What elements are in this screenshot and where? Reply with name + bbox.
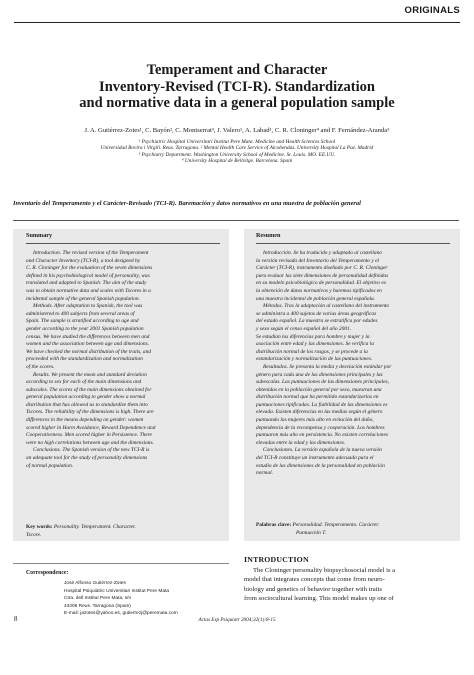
resumen-text [256, 250, 391, 478]
resumen-line: estudio de las dimensiones de la personalidad en población [256, 462, 385, 469]
summary-line: We have checked the normal distribution of the traits, and [26, 348, 151, 355]
resumen-line: elevadas entre la edad y las dimensiones. [256, 439, 346, 446]
summary-line: general population according to gender show a normal [26, 394, 146, 401]
resumen-line: Se estudian las diferencias para hombre y mujer y la [256, 333, 370, 340]
summary-line: Cooperativeness. Men scored higher in Persistence. There [26, 432, 152, 439]
introduction-line: The Cloninger personality biopsychosocial model is a [253, 567, 396, 574]
summary-line: gender according to the year 2001 Spanish population [26, 325, 144, 332]
summary-keywords [26, 524, 136, 539]
authors: J. A. Gutiérrez-Zotes¹, C. Bayón², C. Montserrat³, J. Valero¹, A. Labad¹, C. R. Cloninger⁴ and F. Fernández-Aranda⁵ [84, 127, 390, 134]
summary-line: Introduction. The revised version of the Temperament [33, 250, 149, 256]
journal-reference: Actas Esp Psiquiatr 2004;32(1):8-15 [198, 617, 276, 623]
resumen-line: puntuaciones tipificadas. La fiabilidad de las dimensiones es [256, 401, 388, 408]
resumen-line: la versión revisada del Inventario del Temperamento y el [256, 257, 379, 264]
resumen-line: y sexo según el censo español del año 2001. [256, 325, 352, 332]
correspondence-line: José Alfonso Gutiérrez-Zotes [64, 581, 126, 586]
summary-text [26, 250, 155, 470]
introduction-line: from sociocultural learning. This model makes up one of [244, 595, 394, 603]
keywords-text: Personality. Temperament. Character. [53, 524, 136, 530]
summary-line: proceeded with the standardization and normalization [26, 356, 143, 363]
resumen-line: normal. [256, 470, 273, 477]
summary-rule [26, 243, 220, 244]
summary-line: incidental sample of the general Spanish population. [26, 295, 140, 302]
correspondence-line: 43206 Reus. Tarragona (Spain) [64, 603, 131, 609]
resumen-heading: Resumen [256, 232, 281, 239]
summary-line: scored higher in Harm Avoidance, Reward Dependence and [26, 424, 156, 431]
resumen-line: estandarización y normalización de las puntuaciones. [256, 356, 373, 363]
correspondence-block [64, 580, 178, 618]
summary-line: Conclusions. The Spanish version of the new TCI-R is [33, 447, 150, 454]
summary-heading: Summary [26, 232, 53, 239]
summary-line: was to obtain normative data and scales with Tscores in a [26, 287, 151, 294]
summary-line: and Character Inventory (TCI-R), a tool designed by [26, 257, 141, 264]
introduction-line: model that integrates concepts that come from neuro- [244, 576, 385, 584]
resumen-line: Introducción. Se ha traducido y adaptado al castellano [263, 250, 382, 256]
summary-line: census. We have studied the differences between men and [26, 333, 150, 340]
title-line: and normative data in a general population sample [79, 95, 395, 111]
section-label: ORIGINALS [404, 5, 460, 16]
summary-line: were no high correlations between age and the dimensions. [26, 439, 154, 446]
keywords-text: Puntuación T. [296, 529, 327, 536]
summary-line: Spain. The sample is stratified according to age and [26, 318, 139, 325]
correspondence-heading: Correspondence: [26, 570, 69, 576]
top-rule [14, 22, 460, 23]
article-title [0, 62, 474, 112]
summary-line: Methods. After adaptation to Spanish, the tool was [33, 303, 143, 310]
page-number: 8 [14, 615, 18, 623]
resumen-line: Conclusiones. La versión española de la nueva versión [263, 447, 382, 454]
summary-line: of the scores. [26, 363, 55, 370]
resumen-rule [256, 243, 450, 244]
keywords-text: Tscore. [26, 531, 42, 538]
summary-line: translated and adapted to Spanish. The aim of the study [26, 280, 147, 287]
resumen-line: en su modelo psicobiológico de personalidad. El objetivo es [256, 280, 386, 287]
keywords-label: Palabras clave: [256, 522, 292, 528]
resumen-line: para evaluar las siete dimensiones de personalidad definidas [256, 272, 389, 279]
resumen-line: del estado español. La muestra se estratifica por edades [256, 318, 378, 325]
summary-line: differences in the means depending on gender: women [26, 417, 144, 424]
summary-line: distribution that has allowed us to standardize them into [26, 401, 148, 408]
introduction-heading: INTRODUCTION [244, 555, 309, 564]
introduction-line: biology and genetics of behavior together with traits [244, 585, 382, 593]
keywords-text: Personalidad. Temperamento. Carácter. [292, 522, 380, 528]
correspondence-rule [13, 563, 229, 564]
summary-line: Results. We present the mean and standard deviation [33, 371, 147, 378]
introduction-text [244, 566, 395, 604]
affiliations [0, 139, 474, 164]
resumen-line: una muestra incidental de población general española. [256, 295, 376, 302]
resumen-line: puntuando las mujeres más alto en evitación del daño, [256, 417, 374, 424]
summary-line: subscales. The scores of the main dimensions obtained for [26, 386, 152, 393]
resumen-line: puntuaron más alto en persistencia. No existen correlaciones [256, 432, 388, 439]
resumen-line: obtenidas en la población general por sexo, muestran una [256, 386, 382, 393]
affiliation-line: ¹ Psychiatric Hospital Universitari Institut Pere Mata. Medicine and Health Sciences School [138, 139, 336, 145]
resumen-line: la obtención de datos normativos y baremos tipificados en [256, 287, 382, 294]
resumen-line: subescalas. Las puntuaciones de las dimensiones principales, [256, 379, 389, 386]
resumen-line: Carácter (TCI-R), instrumento diseñado por C. R. Cloninger [256, 265, 388, 272]
resumen-line: Resultados. Se presenta la media y desviación estándar por [263, 363, 392, 370]
summary-line: of normal population. [26, 462, 74, 469]
correspondence-line: Ctra. dell Institut Pere Mata, s/n [64, 596, 132, 601]
resumen-line: elevada. Existen diferencias en las medias según el género [256, 409, 383, 416]
resumen-line: distribución normal que ha permitido estandarizarlas en [256, 394, 379, 401]
title-line: Temperament and Character [146, 62, 328, 78]
affiliation-line: ⁴ University Hospital de Bellvitge. Barcelona. Spain [181, 157, 293, 164]
resumen-line: asociación entre edad y las dimensiones. Se verifica la [256, 341, 374, 348]
keywords-label: Key words: [26, 524, 53, 530]
summary-line: defined in his psychobiological model of personality, was [26, 272, 150, 279]
resumen-line: se administra a 400 sujetos de varias áreas geográficas [256, 310, 377, 317]
spanish-title: Inventario del Temperamento y el Carácter-Revisado (TCI-R). Baremación y datos normativos en una muestra de población general [13, 200, 361, 207]
correspondence-line: Hospital Psiquiàtric Universitari Institut Pere Mata [64, 588, 170, 594]
correspondence-line: E-mail: jazotes@yahoo.es, gutierrezj@peremata.com [64, 611, 178, 616]
resumen-keywords [256, 522, 379, 537]
summary-line: C. R. Cloninger for the evaluation of the seven dimensions [26, 265, 153, 272]
summary-line: Tscores. The reliability of the dimensions is high. There are [26, 409, 154, 416]
summary-line: according to sex for each of the main dimensions and [26, 379, 142, 386]
resumen-line: distribución normal de los rasgos, y se procede a la [256, 348, 368, 355]
affiliation-line: ³ Psychiatry Department. Washington University School of Medicine. St. Louis. MO. EE.UU. [138, 151, 336, 158]
affiliation-line: Universidad Rovira i Virgili. Reus. Tarragona. ² Mental Health Care Service of Alcobendas. University Hospital La Paz. Madrid [100, 145, 374, 152]
resumen-line: dependencia de la recompensa y cooperación. Los hombres [256, 424, 385, 431]
summary-line: administered to 400 subjects from several areas of [26, 310, 135, 317]
summary-line: an adequate tool for the study of personality dimensions [26, 455, 148, 462]
title-line: Inventory-Revised (TCI-R). Standardization [99, 78, 375, 95]
resumen-line: Métodos. Tras la adaptación al castellano del instrumento [263, 303, 390, 310]
resumen-line: del TCI-R constituye un instrumento adecuado para el [256, 455, 374, 462]
divider [13, 220, 459, 221]
summary-line: women and the association between age and dimensions. [26, 341, 150, 348]
resumen-line: género para cada una de las dimensiones principales y las [256, 371, 383, 378]
